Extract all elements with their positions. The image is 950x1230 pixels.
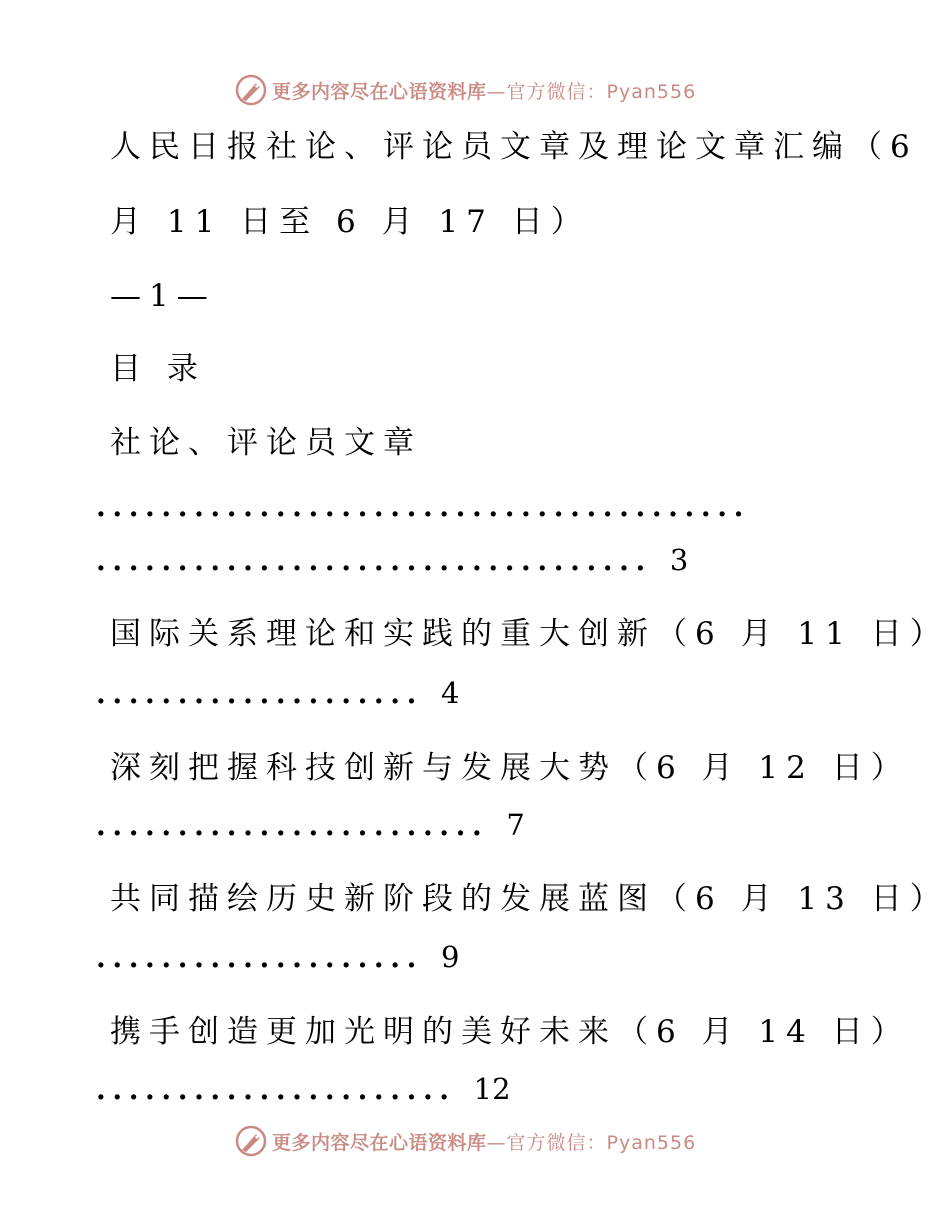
document-title-line1: 人民日报社论、评论员文章及理论文章汇编（6 [110,129,918,165]
toc-leader-dots: ........................................ [96,490,750,523]
watermark-official: —官方微信：Pyan556 [486,1131,697,1154]
toc-leader-dots: .................................. [96,544,652,577]
document-title-line2: 月 11 日至 6 月 17 日） [110,204,590,240]
watermark-brand: 更多内容尽在心语资料库 [272,80,487,103]
toc-heading: 目 录 [110,351,206,387]
footer-watermark [234,1123,696,1159]
toc-leader-dots: ...................... [96,1073,456,1106]
toc-leader [96,542,688,579]
toc-leader [96,675,459,712]
toc-leader [96,939,459,976]
toc-leader-dots: ........................ [96,809,489,842]
pen-nib-circle-icon [234,73,268,107]
toc-entry-title[interactable]: 深刻把握科技创新与发展大势（6 月 12 日） [110,750,910,786]
toc-leader-dots: .................... [96,941,423,974]
toc-leader [96,1071,511,1108]
watermark-official: —官方微信：Pyan556 [486,80,697,103]
toc-leader [96,807,525,844]
toc-entry-title[interactable]: 社论、评论员文章 [110,425,422,461]
toc-page-number[interactable]: 7 [506,808,525,842]
header-watermark [234,72,696,108]
pen-nib-circle-icon [234,1124,268,1158]
toc-leader-dots: .................... [96,677,423,710]
toc-entry-title[interactable]: 国际关系理论和实践的重大创新（6 月 11 日） [110,616,949,652]
toc-entry-title[interactable]: 共同描绘历史新阶段的发展蓝图（6 月 13 日） [110,881,949,917]
page-marker: —1— [110,278,216,314]
watermark-brand: 更多内容尽在心语资料库 [272,1131,487,1154]
toc-page-number[interactable]: 4 [440,676,460,710]
toc-page-number[interactable]: 9 [440,940,460,974]
toc-page-number[interactable]: 3 [669,543,689,577]
toc-page-number[interactable]: 12 [473,1072,511,1106]
toc-leader [96,489,750,525]
toc-entry-title[interactable]: 携手创造更加光明的美好未来（6 月 14 日） [110,1014,910,1050]
